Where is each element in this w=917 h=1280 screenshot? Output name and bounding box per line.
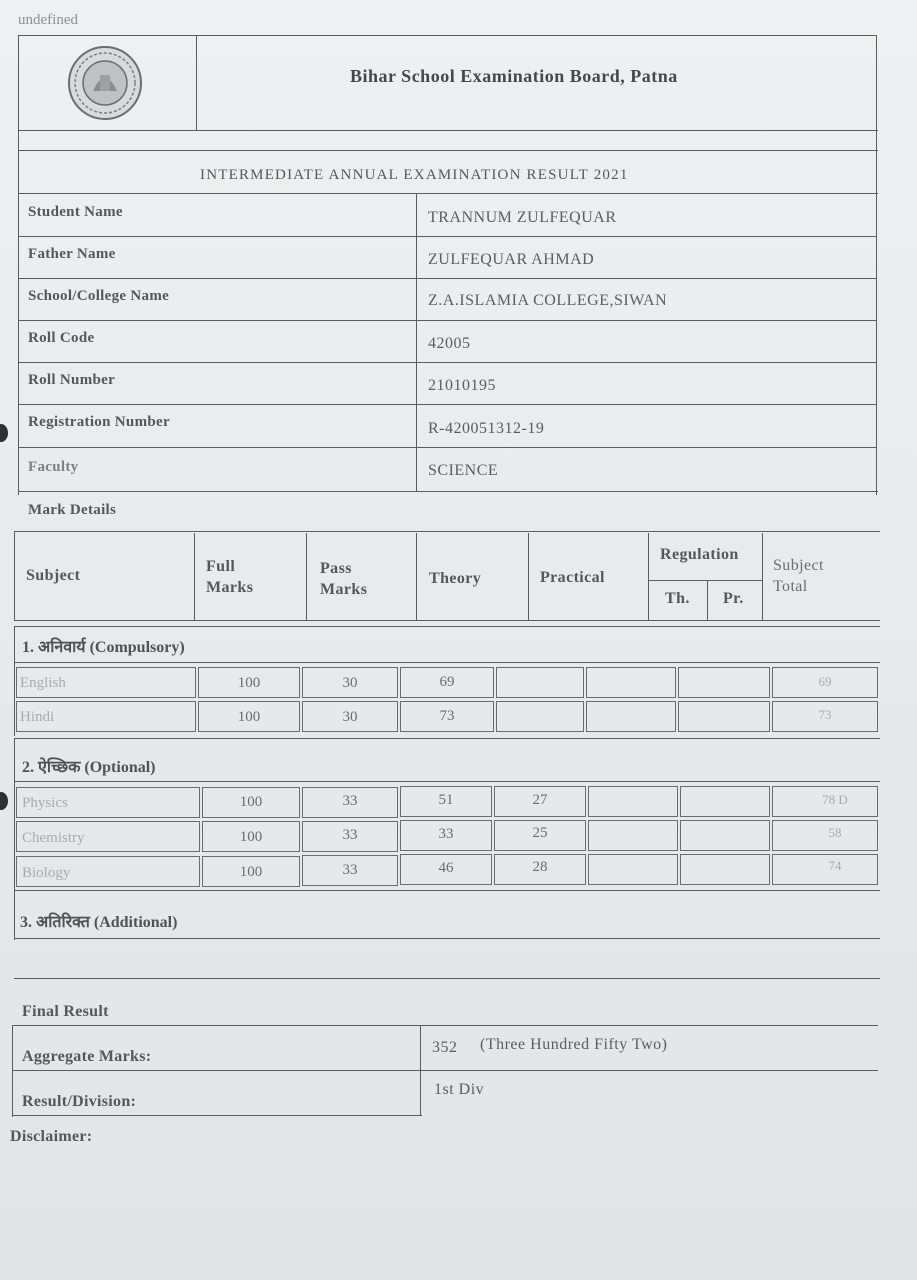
chemistry-pass-marks: 33 — [342, 827, 358, 843]
physics-pass-marks: 33 — [342, 793, 358, 809]
physics-theory: 51 — [438, 792, 454, 808]
board-title: Bihar School Examination Board, Patna — [350, 66, 678, 86]
school-name-label: School/College Name — [28, 288, 170, 304]
bseb-seal-logo — [66, 45, 144, 121]
subject-english: English — [20, 675, 66, 691]
chemistry-full-marks: 100 — [239, 829, 263, 845]
biology-total: 74 — [828, 858, 842, 873]
exam-title: INTERMEDIATE ANNUAL EXAMINATION RESULT 2021 — [200, 167, 629, 183]
faculty-label: Faculty — [28, 459, 79, 475]
hindi-pass-marks: 30 — [342, 709, 358, 725]
biology-theory: 46 — [438, 860, 454, 876]
hindi-full-marks: 100 — [237, 709, 261, 725]
section-additional: 3. अतिरिक्त (Additional) — [20, 914, 178, 931]
subject-chemistry: Chemistry — [22, 830, 85, 846]
chemistry-theory: 33 — [438, 826, 454, 842]
faculty-value: SCIENCE — [428, 462, 499, 479]
registration-number-label: Registration Number — [28, 414, 170, 430]
biology-practical: 28 — [532, 859, 548, 875]
chemistry-practical: 25 — [532, 825, 548, 841]
physics-total: 78 D — [822, 792, 848, 807]
col-theory: Theory — [429, 570, 482, 587]
col-pass-marks: Pass Marks — [320, 560, 368, 598]
biology-full-marks: 100 — [239, 864, 263, 880]
result-division-label: Result/Division: — [22, 1093, 137, 1110]
col-regulation-pr: Pr. — [723, 590, 744, 607]
disclaimer-label: Disclaimer: — [10, 1128, 93, 1145]
hindi-total: 73 — [818, 707, 832, 722]
roll-number-label: Roll Number — [28, 372, 116, 388]
chemistry-total: 58 — [828, 825, 842, 840]
col-subject: Subject — [26, 567, 81, 584]
col-regulation-th: Th. — [665, 590, 690, 607]
student-name-value: TRANNUM ZULFEQUAR — [428, 209, 617, 226]
aggregate-marks-value: 352 — [432, 1039, 458, 1056]
roll-code-value: 42005 — [428, 335, 471, 352]
final-result-heading: Final Result — [22, 1003, 109, 1020]
punch-hole — [0, 792, 8, 810]
registration-number-value: R-420051312-19 — [428, 420, 545, 437]
hindi-theory: 73 — [439, 708, 455, 724]
col-practical: Practical — [540, 569, 605, 586]
physics-full-marks: 100 — [239, 794, 263, 810]
col-regulation: Regulation — [660, 546, 739, 563]
english-full-marks: 100 — [237, 675, 261, 691]
section-optional: 2. ऐच्छिक (Optional) — [22, 759, 156, 776]
punch-hole — [0, 424, 8, 442]
roll-number-value: 21010195 — [428, 377, 496, 394]
physics-practical: 27 — [532, 792, 548, 808]
father-name-label: Father Name — [28, 246, 116, 262]
section-compulsory: 1. अनिवार्य (Compulsory) — [22, 639, 185, 656]
mark-details-heading: Mark Details — [28, 502, 117, 518]
english-theory: 69 — [439, 674, 455, 690]
english-pass-marks: 30 — [342, 675, 358, 691]
aggregate-marks-label: Aggregate Marks: — [22, 1048, 152, 1065]
subject-biology: Biology — [22, 865, 71, 881]
result-division-value: 1st Div — [434, 1081, 485, 1098]
page-marker: undefined — [18, 12, 78, 28]
aggregate-marks-words: (Three Hundred Fifty Two) — [480, 1036, 668, 1053]
biology-pass-marks: 33 — [342, 862, 358, 878]
school-name-value: Z.A.ISLAMIA COLLEGE,SIWAN — [428, 292, 668, 309]
father-name-value: ZULFEQUAR AHMAD — [428, 251, 595, 268]
subject-hindi: Hindi — [20, 709, 55, 725]
roll-code-label: Roll Code — [28, 330, 95, 346]
english-total: 69 — [818, 674, 832, 689]
subject-physics: Physics — [22, 795, 68, 811]
col-subject-total: Subject Total — [773, 557, 824, 595]
student-name-label: Student Name — [28, 204, 123, 220]
col-full-marks: Full Marks — [206, 558, 254, 596]
